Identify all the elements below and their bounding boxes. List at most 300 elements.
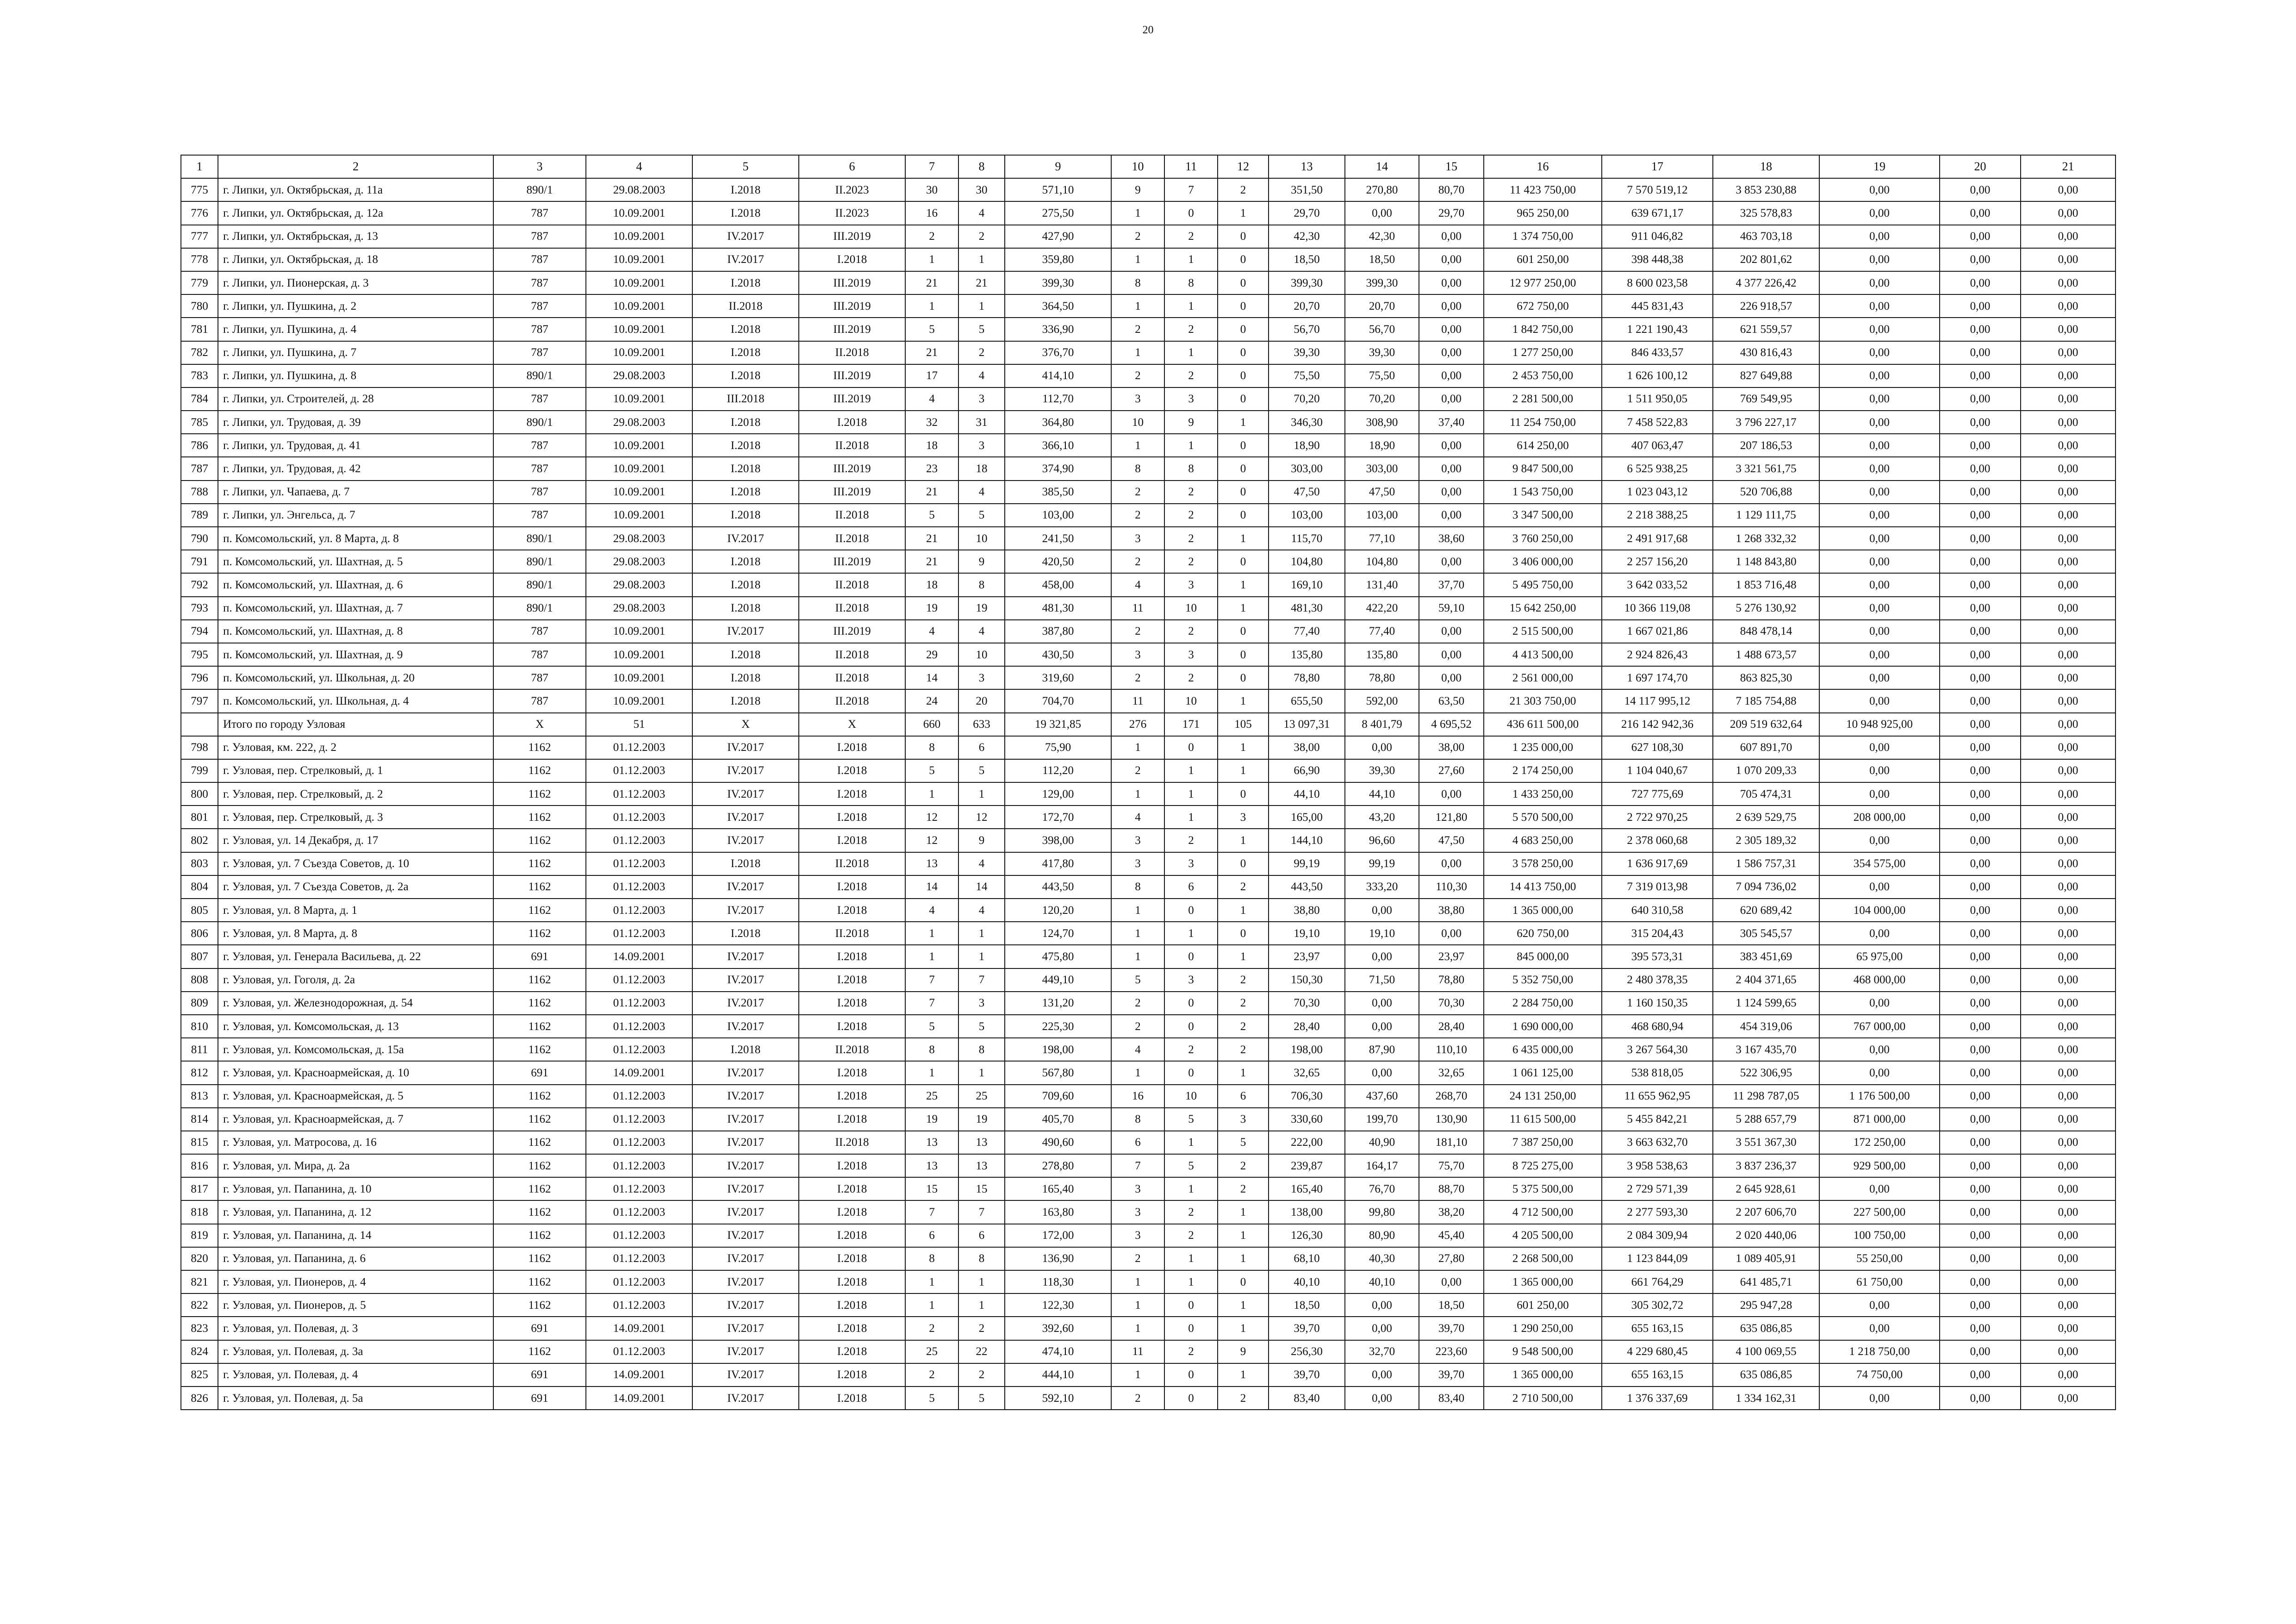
table-cell: 0,00 [1940, 922, 2021, 945]
table-cell: 3 [1111, 527, 1164, 550]
table-cell: 70,30 [1269, 992, 1345, 1015]
table-cell: 405,70 [1005, 1108, 1111, 1131]
table-cell: 2 [1164, 318, 1218, 341]
table-cell: 0 [1218, 666, 1269, 689]
table-cell: 7 570 519,12 [1602, 178, 1713, 201]
table-cell: IV.2017 [692, 248, 799, 271]
address-cell: г. Узловая, ул. Красноармейская, д. 5 [218, 1085, 493, 1108]
table-cell: 364,80 [1005, 411, 1111, 434]
table-cell: 0,00 [1940, 1270, 2021, 1293]
table-cell: 0,00 [1940, 1177, 2021, 1200]
table-cell: 29 [905, 643, 958, 666]
table-cell: 5 [905, 504, 958, 527]
table-cell: 3 [958, 666, 1005, 689]
column-header: 16 [1484, 155, 1602, 178]
table-cell: 1 365 000,00 [1484, 1363, 1602, 1387]
table-cell: IV.2017 [692, 1387, 799, 1410]
table-cell: 0,00 [1940, 1317, 2021, 1340]
table-cell: 10.09.2001 [586, 318, 692, 341]
table-cell: 9 548 500,00 [1484, 1340, 1602, 1363]
table-cell: 75,70 [1419, 1154, 1484, 1177]
table-body [181, 155, 2116, 1410]
table-cell: 640 310,58 [1602, 899, 1713, 922]
table-cell: 0,00 [1819, 736, 1940, 759]
table-cell: 11 [1111, 689, 1164, 712]
table-cell: 199,70 [1345, 1108, 1419, 1131]
table-cell: 122,30 [1005, 1293, 1111, 1317]
table-cell: 5 [905, 1387, 958, 1410]
table-cell: 70,20 [1269, 387, 1345, 411]
table-cell: 1 [1218, 945, 1269, 968]
table-cell: 0,00 [2021, 387, 2116, 411]
table-cell: 1 176 500,00 [1819, 1085, 1940, 1108]
table-cell: 4 [958, 481, 1005, 504]
table-row [181, 666, 2116, 689]
table-cell: 490,60 [1005, 1131, 1111, 1154]
table-cell: 1 [1164, 294, 1218, 318]
table-cell: 2 [1218, 1038, 1269, 1061]
table-cell: 2 [1164, 1038, 1218, 1061]
address-cell: г. Узловая, ул. Папанина, д. 6 [218, 1247, 493, 1270]
table-cell: 172,00 [1005, 1224, 1111, 1247]
table-cell: III.2019 [799, 318, 905, 341]
table-cell: III.2019 [799, 620, 905, 643]
table-cell: 3 [1164, 573, 1218, 596]
table-cell: 268,70 [1419, 1085, 1484, 1108]
table-cell: 27,80 [1419, 1247, 1484, 1270]
table-cell: 1 070 209,33 [1713, 759, 1819, 782]
table-cell: 0,00 [1940, 550, 2021, 573]
table-cell: 0,00 [2021, 201, 2116, 225]
table-cell: 0,00 [1819, 201, 1940, 225]
table-cell: 1 543 750,00 [1484, 481, 1602, 504]
table-cell: 1 [1218, 597, 1269, 620]
table-cell: III.2019 [799, 387, 905, 411]
table-cell: 767 000,00 [1819, 1015, 1940, 1038]
table-cell: 99,80 [1345, 1200, 1419, 1224]
table-cell: 0 [1218, 620, 1269, 643]
table-cell: 20,70 [1345, 294, 1419, 318]
table-cell: 6 [1164, 875, 1218, 899]
address-cell: г. Узловая, ул. Комсомольская, д. 15а [218, 1038, 493, 1061]
table-row [181, 713, 2116, 736]
table-cell: 0 [1218, 387, 1269, 411]
table-cell: 0 [1218, 481, 1269, 504]
table-cell: 2 [958, 1317, 1005, 1340]
table-cell: 4 [1111, 573, 1164, 596]
table-cell: 3 267 564,30 [1602, 1038, 1713, 1061]
table-cell: 0,00 [1940, 852, 2021, 875]
table-cell: 0,00 [2021, 434, 2116, 457]
table-cell: 0,00 [1940, 1293, 2021, 1317]
table-cell: 787 [493, 457, 586, 480]
table-cell: 78,80 [1419, 968, 1484, 992]
table-row [181, 481, 2116, 504]
table-cell: 776 [181, 201, 218, 225]
table-cell: 436 611 500,00 [1484, 713, 1602, 736]
table-cell: 1162 [493, 852, 586, 875]
table-cell: 0,00 [1940, 689, 2021, 712]
table-cell: 38,60 [1419, 527, 1484, 550]
table-cell: 0,00 [1940, 899, 2021, 922]
column-header: 1 [181, 155, 218, 178]
table-cell: 890/1 [493, 411, 586, 434]
table-cell: 10 [1164, 1085, 1218, 1108]
table-cell: 150,30 [1269, 968, 1345, 992]
table-cell: 87,90 [1345, 1038, 1419, 1061]
table-cell: 1 [958, 945, 1005, 968]
address-cell: г. Узловая, ул. Комсомольская, д. 13 [218, 1015, 493, 1038]
table-cell: 2 [1218, 1177, 1269, 1200]
table-cell: 0,00 [1419, 481, 1484, 504]
table-cell: 0,00 [1419, 248, 1484, 271]
table-cell: 38,20 [1419, 1200, 1484, 1224]
table-cell: 3 [1111, 1200, 1164, 1224]
table-row [181, 1177, 2116, 1200]
column-header: 2 [218, 155, 493, 178]
table-cell: 890/1 [493, 178, 586, 201]
table-cell: 40,10 [1345, 1270, 1419, 1293]
table-cell: 795 [181, 643, 218, 666]
table-cell: 0,00 [1345, 201, 1419, 225]
table-cell: 0,00 [1819, 620, 1940, 643]
table-cell: 801 [181, 806, 218, 829]
table-cell: 1 [1111, 1317, 1164, 1340]
table-cell: IV.2017 [692, 527, 799, 550]
table-cell: 0,00 [1940, 1387, 2021, 1410]
table-cell: 796 [181, 666, 218, 689]
table-cell: 1 [1218, 759, 1269, 782]
table-cell: 29.08.2003 [586, 597, 692, 620]
table-cell: 3 [1164, 643, 1218, 666]
table-cell: 10.09.2001 [586, 387, 692, 411]
table-cell: 165,40 [1005, 1177, 1111, 1200]
table-cell: I.2018 [799, 1085, 905, 1108]
table-cell: 0,00 [1819, 875, 1940, 899]
table-cell: 787 [493, 689, 586, 712]
table-cell: 01.12.2003 [586, 1154, 692, 1177]
table-cell: 2 257 156,20 [1602, 550, 1713, 573]
table-cell: 787 [493, 294, 586, 318]
table-cell: 0,00 [1940, 829, 2021, 852]
table-cell: 3 406 000,00 [1484, 550, 1602, 573]
table-cell: 1162 [493, 922, 586, 945]
table-cell: 164,17 [1345, 1154, 1419, 1177]
table-cell: 165,00 [1269, 806, 1345, 829]
table-cell: 1162 [493, 782, 586, 806]
table-cell: 8 [1164, 271, 1218, 294]
table-cell: 2 [1164, 504, 1218, 527]
table-cell: 51 [586, 713, 692, 736]
table-cell: 0,00 [2021, 1038, 2116, 1061]
table-cell: 1162 [493, 1085, 586, 1108]
table-cell: 787 [493, 643, 586, 666]
table-cell: 30 [958, 178, 1005, 201]
table-cell: 399,30 [1345, 271, 1419, 294]
table-cell: 805 [181, 899, 218, 922]
table-cell: 0,00 [2021, 504, 2116, 527]
address-cell: г. Узловая, ул. Гоголя, д. 2а [218, 968, 493, 992]
table-cell: 3 853 230,88 [1713, 178, 1819, 201]
table-cell: 4 413 500,00 [1484, 643, 1602, 666]
table-cell: 374,90 [1005, 457, 1111, 480]
table-cell: 5 276 130,92 [1713, 597, 1819, 620]
table-cell: 208 000,00 [1819, 806, 1940, 829]
table-cell: 0 [1218, 550, 1269, 573]
table-cell: 1 365 000,00 [1484, 899, 1602, 922]
table-cell: 12 [905, 829, 958, 852]
table-row [181, 1317, 2116, 1340]
table-cell: 1 334 162,31 [1713, 1387, 1819, 1410]
table-cell: 1 [958, 1061, 1005, 1084]
table-cell: 2 [1111, 225, 1164, 248]
table-cell: 1 [1218, 736, 1269, 759]
column-header: 12 [1218, 155, 1269, 178]
table-cell: I.2018 [799, 1177, 905, 1200]
address-cell: п. Комсомольский, ул. 8 Марта, д. 8 [218, 527, 493, 550]
address-cell: г. Липки, ул. Октябрьская, д. 18 [218, 248, 493, 271]
table-cell: 202 801,62 [1713, 248, 1819, 271]
table-cell: 0 [1218, 922, 1269, 945]
table-cell: 672 750,00 [1484, 294, 1602, 318]
address-cell: г. Липки, ул. Пушкина, д. 4 [218, 318, 493, 341]
table-cell: 0,00 [2021, 922, 2116, 945]
table-cell: 620 689,42 [1713, 899, 1819, 922]
table-cell: 120,20 [1005, 899, 1111, 922]
table-cell: 0,00 [1819, 1387, 1940, 1410]
table-cell: I.2018 [799, 968, 905, 992]
table-cell: 8 [1111, 875, 1164, 899]
table-cell: 890/1 [493, 527, 586, 550]
table-cell: II.2018 [799, 1131, 905, 1154]
table-cell: 10.09.2001 [586, 271, 692, 294]
table-cell: 0,00 [2021, 968, 2116, 992]
table-cell: 1 [1111, 922, 1164, 945]
table-cell: IV.2017 [692, 1363, 799, 1387]
table-cell: 01.12.2003 [586, 992, 692, 1015]
table-cell: 66,90 [1269, 759, 1345, 782]
table-cell: 0,00 [1940, 457, 2021, 480]
table-cell: 9 [958, 550, 1005, 573]
table-cell: IV.2017 [692, 1015, 799, 1038]
table-cell: 21 [905, 271, 958, 294]
table-cell: I.2018 [692, 689, 799, 712]
table-cell: 8 [905, 1038, 958, 1061]
table-cell: 1 [905, 248, 958, 271]
table-cell: 797 [181, 689, 218, 712]
table-cell: I.2018 [799, 1247, 905, 1270]
table-cell: 1 [905, 1061, 958, 1084]
table-cell: I.2018 [799, 1154, 905, 1177]
table-cell: 0,00 [1940, 1038, 2021, 1061]
table-cell: 0,00 [1419, 852, 1484, 875]
table-cell: 0,00 [2021, 782, 2116, 806]
address-cell: п. Комсомольский, ул. Школьная, д. 20 [218, 666, 493, 689]
address-cell: г. Липки, ул. Трудовая, д. 41 [218, 434, 493, 457]
table-cell: 799 [181, 759, 218, 782]
table-row [181, 806, 2116, 829]
table-cell: 110,10 [1419, 1038, 1484, 1061]
table-cell: 2 [1111, 550, 1164, 573]
table-cell: 171 [1164, 713, 1218, 736]
table-cell: 18 [905, 573, 958, 596]
table-cell: 19 [905, 1108, 958, 1131]
table-cell: IV.2017 [692, 1177, 799, 1200]
table-cell: III.2019 [799, 225, 905, 248]
table-cell: 2 [905, 1363, 958, 1387]
table-cell: 809 [181, 992, 218, 1015]
table-cell: 0,00 [1940, 294, 2021, 318]
table-cell: 1 433 250,00 [1484, 782, 1602, 806]
table-cell: 2 [1164, 1340, 1218, 1363]
table-cell: 9 847 500,00 [1484, 457, 1602, 480]
table-cell: 0,00 [2021, 1085, 2116, 1108]
table-cell: IV.2017 [692, 1247, 799, 1270]
table-cell: 38,00 [1419, 736, 1484, 759]
column-header: 14 [1345, 155, 1419, 178]
table-cell: 1 124 599,65 [1713, 992, 1819, 1015]
table-cell: 112,70 [1005, 387, 1111, 411]
address-cell: г. Узловая, ул. Папанина, д. 12 [218, 1200, 493, 1224]
table-cell: 0,00 [1940, 713, 2021, 736]
table-cell: 10 [1164, 597, 1218, 620]
table-cell: 0 [1218, 643, 1269, 666]
table-cell: 2 639 529,75 [1713, 806, 1819, 829]
table-cell: 0,00 [1419, 341, 1484, 364]
table-cell: 333,20 [1345, 875, 1419, 899]
table-cell: 0,00 [1940, 1108, 2021, 1131]
table-cell: 10 366 119,08 [1602, 597, 1713, 620]
table-cell: 5 [958, 504, 1005, 527]
table-cell: 2 281 500,00 [1484, 387, 1602, 411]
table-row [181, 1015, 2116, 1038]
table-cell: 144,10 [1269, 829, 1345, 852]
table-cell: IV.2017 [692, 945, 799, 968]
table-cell: 0,00 [1940, 1363, 2021, 1387]
table-cell: 592,00 [1345, 689, 1419, 712]
table-cell: IV.2017 [692, 875, 799, 899]
table-cell: 0,00 [2021, 1015, 2116, 1038]
table-cell: 12 [905, 806, 958, 829]
table-row [181, 178, 2116, 201]
table-cell: I.2018 [799, 782, 905, 806]
table-row [181, 1061, 2116, 1084]
table-cell: 276 [1111, 713, 1164, 736]
table-cell: 0 [1218, 318, 1269, 341]
table-cell: 1 [1111, 782, 1164, 806]
table-cell: IV.2017 [692, 968, 799, 992]
table-cell: 63,50 [1419, 689, 1484, 712]
table-cell: 43,20 [1345, 806, 1419, 829]
table-cell: 0,00 [1819, 504, 1940, 527]
table-cell: 449,10 [1005, 968, 1111, 992]
table-cell: 130,90 [1419, 1108, 1484, 1131]
table-cell: 2 491 917,68 [1602, 527, 1713, 550]
table-cell: 0,00 [2021, 759, 2116, 782]
table-cell: IV.2017 [692, 1108, 799, 1131]
table-cell: 825 [181, 1363, 218, 1387]
table-cell: 807 [181, 945, 218, 968]
table-cell: 1 221 190,43 [1602, 318, 1713, 341]
table-row [181, 248, 2116, 271]
table-cell: 216 142 942,36 [1602, 713, 1713, 736]
table-cell: 5 352 750,00 [1484, 968, 1602, 992]
table-cell: 0,00 [1940, 875, 2021, 899]
table-cell: 136,90 [1005, 1247, 1111, 1270]
table-cell: 135,80 [1345, 643, 1419, 666]
table-cell: 1162 [493, 1224, 586, 1247]
table-cell: 0,00 [1819, 666, 1940, 689]
table-cell: 1162 [493, 1015, 586, 1038]
table-cell: 0 [1164, 992, 1218, 1015]
table-cell: 2 [958, 225, 1005, 248]
table-cell: 99,19 [1345, 852, 1419, 875]
table-row [181, 318, 2116, 341]
table-cell: 1 023 043,12 [1602, 481, 1713, 504]
table-cell: 1 [1218, 573, 1269, 596]
table-cell: IV.2017 [692, 1154, 799, 1177]
table-cell: 01.12.2003 [586, 806, 692, 829]
housing-registry-table [180, 155, 2116, 1410]
table-cell: 315 204,43 [1602, 922, 1713, 945]
table-cell: 118,30 [1005, 1270, 1111, 1293]
table-cell: 0,00 [1940, 1131, 2021, 1154]
table-cell: 641 485,71 [1713, 1270, 1819, 1293]
table-cell: 0,00 [2021, 411, 2116, 434]
table-cell: 1 [905, 1293, 958, 1317]
table-cell: 468 000,00 [1819, 968, 1940, 992]
table-cell: 74 750,00 [1819, 1363, 1940, 1387]
table-cell: 3 [1111, 852, 1164, 875]
table-cell: 387,80 [1005, 620, 1111, 643]
table-cell: III.2019 [799, 271, 905, 294]
address-cell: п. Комсомольский, ул. Шахтная, д. 6 [218, 573, 493, 596]
address-cell: г. Липки, ул. Энгельса, д. 7 [218, 504, 493, 527]
table-cell: 824 [181, 1340, 218, 1363]
table-cell: 14 [905, 666, 958, 689]
table-cell: 19 [958, 597, 1005, 620]
table-cell: 181,10 [1419, 1131, 1484, 1154]
table-cell: 2 [1111, 1387, 1164, 1410]
table-cell: I.2018 [799, 875, 905, 899]
table-cell: 2 [1164, 550, 1218, 573]
table-cell: 4 [958, 620, 1005, 643]
table-cell: 01.12.2003 [586, 829, 692, 852]
table-cell: 4 712 500,00 [1484, 1200, 1602, 1224]
table-cell: 2 924 826,43 [1602, 643, 1713, 666]
table-cell: 21 [905, 550, 958, 573]
table-cell: 1 [958, 1270, 1005, 1293]
table-cell: 39,70 [1269, 1317, 1345, 1340]
table-cell: 19 [905, 597, 958, 620]
table-cell: 0,00 [1940, 736, 2021, 759]
table-row [181, 620, 2116, 643]
address-cell: г. Узловая, ул. Папанина, д. 14 [218, 1224, 493, 1247]
table-cell: 660 [905, 713, 958, 736]
table-cell: 2 645 928,61 [1713, 1177, 1819, 1200]
table-cell: 0,00 [1819, 643, 1940, 666]
table-row [181, 1340, 2116, 1363]
table-cell: 1 [1111, 248, 1164, 271]
table-cell: 1162 [493, 736, 586, 759]
table-cell: 5 [1164, 1108, 1218, 1131]
table-cell: 7 [905, 1200, 958, 1224]
table-cell: 0,00 [1940, 620, 2021, 643]
table-cell: 0,00 [2021, 689, 2116, 712]
table-cell: 10 [958, 527, 1005, 550]
table-cell: 727 775,69 [1602, 782, 1713, 806]
table-cell: 0 [1218, 341, 1269, 364]
